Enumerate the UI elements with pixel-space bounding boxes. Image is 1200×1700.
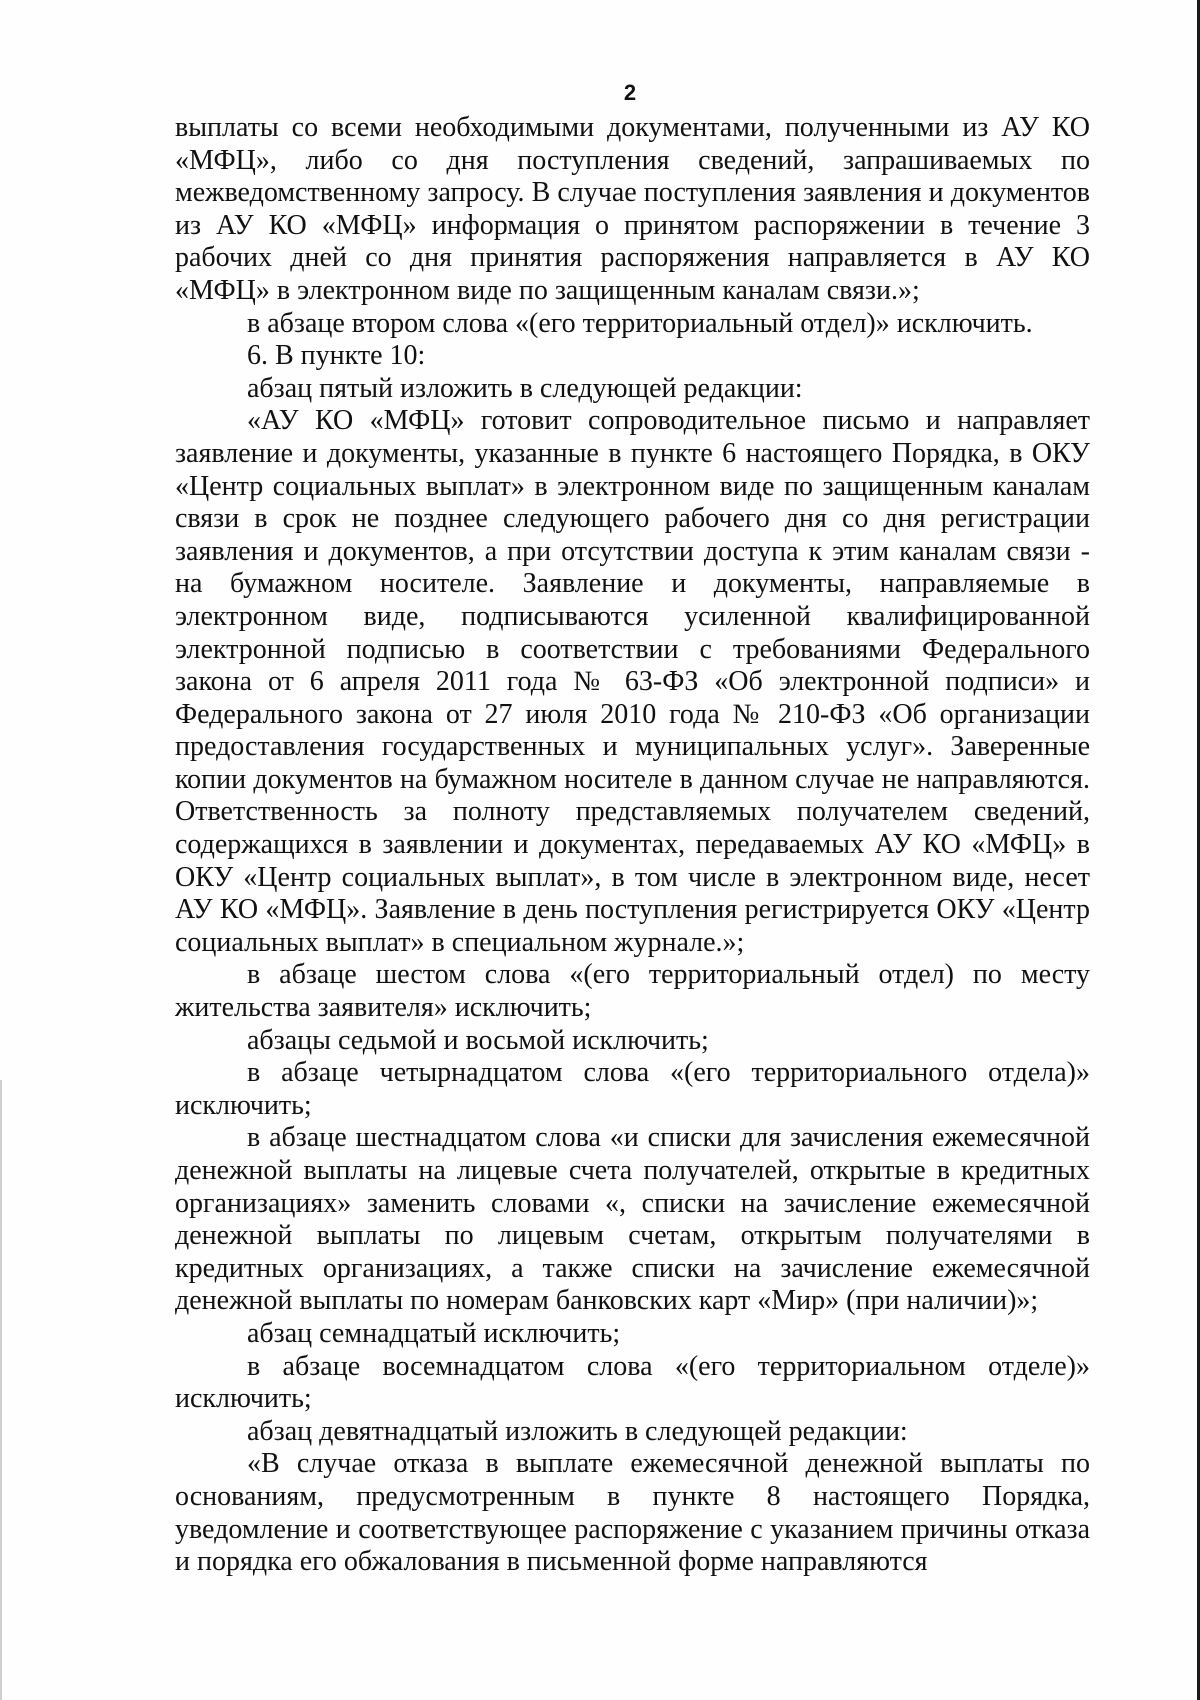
paragraph: 6. В пункте 10:	[247, 340, 426, 372]
paragraph: абзацы седьмой и восьмой исключить;	[247, 1024, 709, 1056]
document-body	[175, 112, 1090, 1579]
paragraph: абзац девятнадцатый изложить в следующей редакции:	[247, 1415, 908, 1447]
scan-border-left	[0, 1080, 2, 1700]
paragraph: абзац пятый изложить в следующей редакции:	[247, 372, 803, 404]
page-number: 2	[623, 80, 637, 105]
paragraph: «В случае отказа в выплате ежемесячной денежной выплаты по основаниям, предусмотренным в пункте 8 настоящего Порядка, уведомление и соответствующее распоряжение с указанием причины отказа и порядка его обжалования в письменной форме направляются	[175, 1448, 1090, 1578]
paragraph: абзац семнадцатый исключить;	[247, 1317, 621, 1349]
paragraph: «АУ КО «МФЦ» готовит сопроводительное письмо и направляет заявление и документы, указанные в пункте 6 настоящего Порядка, в ОКУ «Центр социальных выплат» в электронном виде по защищенным каналам связи в срок не позднее следующего рабочего дня со дня регистрации заявления и документов, а при отсутствии доступа к этим каналам связи - на бумажном носителе. Заявление и документы, направляемые в электронном виде, подписываются усиленной квалифицированной электронной подписью в соответствии с требованиями Федерального закона от 6 апреля 2011 года № 63-ФЗ «Об электронной подписи» и Федерального закона от 27 июля 2010 года № 210-ФЗ «Об организации предоставления государственных и муниципальных услуг». Заверенные копии документов на бумажном носителе в данном случае не направляются. Ответственность за полноту представляемых получателем сведений, содержащихся в заявлении и документах, передаваемых АУ КО «МФЦ» в ОКУ «Центр социальных выплат», в том числе в электронном виде, несет АУ КО «МФЦ». Заявление в день поступления регистрируется ОКУ «Центр социальных выплат» в специальном журнале.»;	[175, 405, 1090, 958]
paragraph: в абзаце четырнадцатом слова «(его территориального отдела)» исключить;	[175, 1057, 1090, 1121]
paragraph: выплаты со всеми необходимыми документами, полученными из АУ КО «МФЦ», либо со дня поступления сведений, запрашиваемых по межведомственному запросу. В случае поступления заявления и документов из АУ КО «МФЦ» информация о принятом распоряжении в течение 3 рабочих дней со дня принятия распоряжения направляется в АУ КО «МФЦ» в электронном виде по защищенным каналам связи.»;	[175, 112, 1090, 306]
paragraph: в абзаце втором слова «(его территориальный отдел)» исключить.	[247, 307, 1033, 339]
paragraph: в абзаце восемнадцатом слова «(его территориальном отделе)» исключить;	[175, 1350, 1090, 1415]
paragraph: в абзаце шестом слова «(его территориальный отдел) по месту жительства заявителя» исключить;	[175, 959, 1090, 1024]
paragraph: в абзаце шестнадцатом слова «и списки для зачисления ежемесячной денежной выплаты на лицевые счета получателей, открытые в кредитных организациях» заменить словами «, списки на зачисление ежемесячной денежной выплаты по лицевым счетам, открытым получателями в кредитных организациях, а также списки на зачисление ежемесячной денежной выплаты по номерам банковских карт «Мир» (при наличии)»;	[175, 1122, 1090, 1317]
